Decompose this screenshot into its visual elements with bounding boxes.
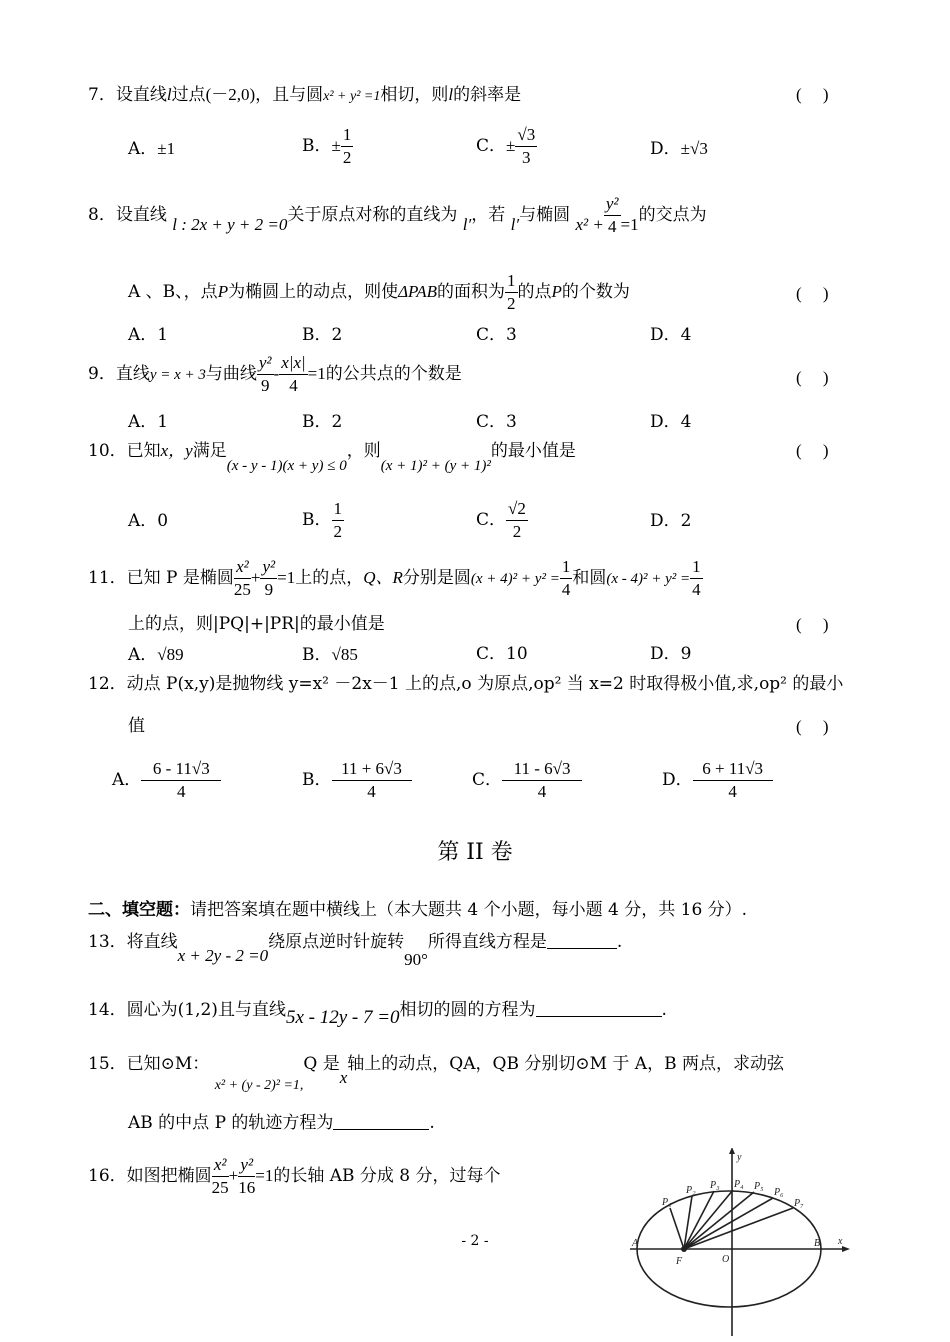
q13-stem: 13．将直线x + 2y - 2 =0绕原点逆时针旋转90°所得直线方程是 .	[88, 932, 623, 969]
q8-option-a: A．1	[128, 325, 169, 345]
q11-option-b: B．√85	[302, 645, 358, 665]
q8-option-d: D．4	[650, 325, 692, 345]
figure-label-p2: P₂	[686, 1185, 696, 1196]
q9-option-c: C．3	[476, 412, 517, 432]
q15-stem-line2: AB 的中点 P 的轨迹方程为 .	[128, 1113, 435, 1133]
q9-option-b: B．2	[302, 412, 343, 432]
q7-option-c: C．± $\frac{√3}{3}$	[476, 125, 536, 167]
q8-stem-line2: A 、B、，点P为椭圆上的动点，则使ΔPAB的面积为 $\frac{1}{2}$ 的点P的个数为	[128, 271, 630, 313]
q8-option-c: C．3	[476, 325, 517, 345]
q11-option-d: D．9	[650, 644, 692, 664]
q10-option-d: D．2	[650, 511, 692, 531]
figure-label-y: y	[737, 1152, 742, 1163]
q10-stem: 10．已知x，y满足(x - y - 1)(x + y) ≤ 0，则(x + 1)² + (y + 1)²的最小值是	[88, 441, 576, 474]
q13-answer-blank[interactable]	[547, 932, 617, 949]
q9-stem: 9．直线y = x + 3与曲线 $\frac{\text{y²}}{9}$ - $\frac{x|x|}{4}$ =1的公共点的个数是	[88, 353, 462, 395]
q14-answer-blank[interactable]	[536, 1000, 662, 1017]
figure-label-p5: P₅	[754, 1181, 764, 1192]
part2-heading: 二、填空题：请把答案填在题中横线上（本大题共 4 个小题，每小题 4 分，共 16 分）.	[88, 900, 748, 920]
q7-option-d: D．±√3	[650, 139, 708, 159]
q11-stem: 11．已知 P 是椭圆 $\frac{\text{x²}}{25}$ + $\frac{\text{y²}}{9}$ =1上的点，Q、R分别是圆(x + 4)² + y² = $\frac{1}{4}$ 和圆(x - 4)² + y² = $\frac{1}{4}$	[88, 557, 701, 599]
figure-label-b: B	[814, 1238, 821, 1249]
q11-option-c: C．10	[476, 644, 528, 664]
q12-answer-paren: ( )	[796, 717, 829, 736]
figure-label-p4: P₄	[734, 1179, 744, 1190]
q12-stem-line2: 值	[128, 716, 145, 736]
figure-label-o: O	[722, 1254, 730, 1265]
q10-option-b: B． $\frac{1}{2}$	[302, 499, 342, 541]
q9-option-a: A．1	[128, 412, 169, 432]
page-number: - 2 -	[461, 1233, 489, 1249]
q10-option-a: A．0	[128, 511, 169, 531]
q8-option-b: B．2	[302, 325, 343, 345]
q15-answer-blank[interactable]	[333, 1113, 429, 1130]
q7-stem: 7．设直线l过点(－2,0)，且与圆x² + y² =1相切，则l的斜率是	[88, 85, 522, 105]
q9-answer-paren: ( )	[796, 368, 829, 387]
q14-stem: 14．圆心为(1,2)且与直线5x - 12y - 7 =0相切的圆的方程为 .	[88, 1000, 667, 1028]
y-axis-arrow	[729, 1148, 735, 1154]
q12-option-c: C． $\frac{11 - 6√3}{4}$	[472, 760, 582, 801]
q10-option-c: C． $\frac{√2}{2}$	[476, 499, 526, 541]
figure-label-p3: P₃	[710, 1180, 720, 1191]
figure-label-f: F	[676, 1256, 683, 1267]
figure-label-x: x	[838, 1236, 843, 1247]
q7-option-b: B．± $\frac{1}{2}$	[302, 125, 352, 167]
q12-option-d: D． $\frac{6 + 11√3}{4}$	[662, 760, 773, 801]
q8-answer-paren: ( )	[796, 284, 829, 303]
q8-stem: 8．设直线 l : 2x + y + 2 =0关于原点对称的直线为 l′，若 l′与椭圆 x² + $\frac{\text{y²}}{4}$ =1的交点为	[88, 194, 707, 236]
q11-answer-paren: ( )	[796, 615, 829, 634]
figure-label-p1: P₁	[662, 1197, 672, 1208]
q12-option-b: B． $\frac{11 + 6√3}{4}$	[302, 760, 412, 801]
q16-stem: 16．如图把椭圆 $\frac{\text{x²}}{25}$ + $\frac{\text{y²}}{16}$ =1的长轴 AB 分成 8 分，过每个	[88, 1155, 501, 1197]
q7-answer-paren: ( )	[796, 85, 829, 104]
q11-option-a: A．√89	[128, 645, 184, 665]
q12-option-a: A． $\frac{6 - 11√3}{4}$	[112, 760, 221, 801]
q10-answer-paren: ( )	[796, 441, 829, 460]
figure-label-a: A	[632, 1238, 639, 1249]
q11-stem-line2: 上的点，则|PQ|+|PR|的最小值是	[128, 614, 385, 634]
section-title: 第 II 卷	[437, 840, 513, 865]
figure-label-p6: P₆	[774, 1187, 784, 1198]
q15-stem: 15．已知⊙M： $_{x^2 + (y - 2)^2 =1,}$Q 是x轴上的动点，QA，QB 分别切⊙M 于 A，B 两点，求动弦	[88, 1054, 784, 1093]
figure-label-p7: P₇	[794, 1198, 804, 1209]
q9-option-d: D．4	[650, 412, 692, 432]
q7-option-a: A．±1	[128, 139, 176, 159]
q12-stem: 12．动点 P(x,y)是抛物线 y=x² －2x－1 上的点,o 为原点,op² 当 x=2 时取得极小值,求,op² 的最小	[88, 674, 844, 694]
